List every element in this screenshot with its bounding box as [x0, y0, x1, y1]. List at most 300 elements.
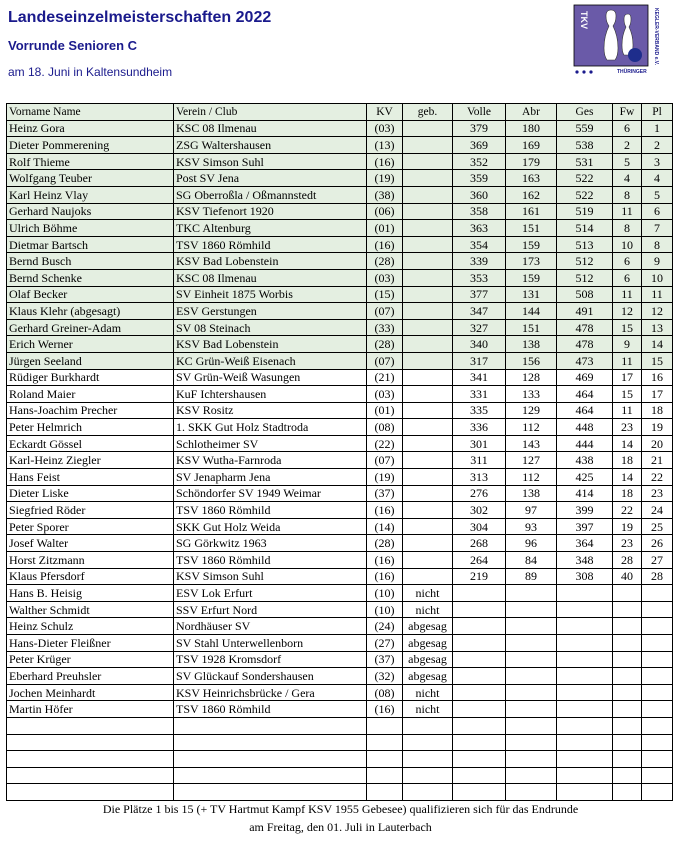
cell-fw: 6 — [613, 253, 642, 270]
cell-volle: 331 — [453, 386, 506, 403]
table-row — [7, 552, 673, 569]
cell-fw: 8 — [613, 220, 642, 237]
cell-ges — [557, 701, 613, 718]
table-row — [7, 518, 673, 535]
table-row — [7, 120, 673, 137]
cell-club: TSV 1928 Kromsdorf — [174, 651, 367, 668]
table-row — [7, 585, 673, 602]
cell-pl — [642, 751, 673, 768]
cell-ges: 473 — [557, 352, 613, 369]
cell-kv: (16) — [367, 153, 403, 170]
cell-volle — [453, 751, 506, 768]
cell-kv: (14) — [367, 518, 403, 535]
cell-name — [7, 767, 174, 784]
table-row — [7, 651, 673, 668]
footer-line-2: am Freitag, den 01. Juli in Lauterbach — [249, 820, 432, 834]
cell-club — [174, 767, 367, 784]
cell-geb — [403, 269, 453, 286]
cell-fw — [613, 751, 642, 768]
cell-geb — [403, 435, 453, 452]
cell-abr — [506, 618, 557, 635]
cell-geb: abgesag — [403, 635, 453, 652]
table-row — [7, 452, 673, 469]
cell-fw — [613, 784, 642, 801]
cell-geb: nicht — [403, 601, 453, 618]
cell-pl: 1 — [642, 120, 673, 137]
cell-pl: 9 — [642, 253, 673, 270]
cell-name: Dieter Pommerening — [7, 137, 174, 154]
cell-volle: 313 — [453, 469, 506, 486]
cell-kv: (32) — [367, 668, 403, 685]
cell-club: TSV 1860 Römhild — [174, 701, 367, 718]
table-row — [7, 336, 673, 353]
cell-geb — [403, 236, 453, 253]
cell-pl — [642, 784, 673, 801]
page-title: Landeseinzelmeisterschaften 2022 — [8, 9, 272, 26]
table-row — [7, 668, 673, 685]
cell-pl: 7 — [642, 220, 673, 237]
cell-volle: 359 — [453, 170, 506, 187]
cell-name: Karl Heinz Vlay — [7, 186, 174, 203]
cell-abr: 112 — [506, 469, 557, 486]
cell-geb — [403, 170, 453, 187]
cell-kv: (07) — [367, 452, 403, 469]
cell-name — [7, 734, 174, 751]
col-kv: KV — [367, 104, 403, 121]
cell-pl: 15 — [642, 352, 673, 369]
cell-ges: 425 — [557, 469, 613, 486]
cell-pl: 17 — [642, 386, 673, 403]
cell-kv: (28) — [367, 336, 403, 353]
cell-kv: (28) — [367, 253, 403, 270]
col-name: Vorname Name — [7, 104, 174, 121]
cell-pl: 3 — [642, 153, 673, 170]
cell-geb — [403, 784, 453, 801]
cell-club: KC Grün-Weiß Eisenach — [174, 352, 367, 369]
cell-abr — [506, 784, 557, 801]
cell-abr: 180 — [506, 120, 557, 137]
cell-pl: 19 — [642, 419, 673, 436]
cell-fw: 8 — [613, 186, 642, 203]
cell-geb — [403, 751, 453, 768]
logo-bottom-text: THÜRINGER — [617, 69, 647, 75]
cell-club: KuF Ichtershausen — [174, 386, 367, 403]
cell-volle: 352 — [453, 153, 506, 170]
cell-volle: 304 — [453, 518, 506, 535]
table-row — [7, 502, 673, 519]
cell-abr: 161 — [506, 203, 557, 220]
cell-pl: 28 — [642, 568, 673, 585]
cell-name: Bernd Busch — [7, 253, 174, 270]
cell-volle — [453, 601, 506, 618]
cell-ges: 308 — [557, 568, 613, 585]
cell-name — [7, 751, 174, 768]
cell-fw: 11 — [613, 203, 642, 220]
table-row — [7, 286, 673, 303]
event-date: am 18. Juni in Kaltensundheim — [8, 65, 173, 79]
cell-kv: (15) — [367, 286, 403, 303]
cell-abr: 159 — [506, 269, 557, 286]
table-header-row — [7, 104, 673, 121]
col-volle: Volle — [453, 104, 506, 121]
cell-fw: 12 — [613, 303, 642, 320]
cell-abr: 156 — [506, 352, 557, 369]
logo-abbr: TKV — [579, 11, 589, 29]
cell-pl: 4 — [642, 170, 673, 187]
cell-name: Peter Krüger — [7, 651, 174, 668]
cell-name: Roland Maier — [7, 386, 174, 403]
table-row — [7, 684, 673, 701]
table-row — [7, 170, 673, 187]
cell-ges — [557, 651, 613, 668]
cell-fw: 19 — [613, 518, 642, 535]
cell-ges: 478 — [557, 319, 613, 336]
cell-geb — [403, 369, 453, 386]
cell-geb — [403, 386, 453, 403]
cell-pl: 18 — [642, 402, 673, 419]
cell-abr: 138 — [506, 336, 557, 353]
cell-ges — [557, 717, 613, 734]
cell-pl: 12 — [642, 303, 673, 320]
cell-fw — [613, 734, 642, 751]
cell-volle: 339 — [453, 253, 506, 270]
cell-volle: 311 — [453, 452, 506, 469]
cell-abr: 162 — [506, 186, 557, 203]
cell-kv: (07) — [367, 303, 403, 320]
cell-volle — [453, 651, 506, 668]
cell-name: Jochen Meinhardt — [7, 684, 174, 701]
col-abr: Abr — [506, 104, 557, 121]
cell-ges: 397 — [557, 518, 613, 535]
cell-abr: 151 — [506, 319, 557, 336]
cell-fw — [613, 635, 642, 652]
cell-abr: 97 — [506, 502, 557, 519]
cell-geb — [403, 220, 453, 237]
cell-volle: 302 — [453, 502, 506, 519]
cell-fw: 18 — [613, 485, 642, 502]
cell-pl — [642, 717, 673, 734]
cell-geb — [403, 137, 453, 154]
cell-pl: 10 — [642, 269, 673, 286]
table-row — [7, 469, 673, 486]
table-row — [7, 635, 673, 652]
cell-name — [7, 717, 174, 734]
cell-name: Olaf Becker — [7, 286, 174, 303]
cell-ges: 538 — [557, 137, 613, 154]
cell-fw: 4 — [613, 170, 642, 187]
cell-fw — [613, 717, 642, 734]
table-row — [7, 303, 673, 320]
cell-volle: 340 — [453, 336, 506, 353]
cell-pl: 13 — [642, 319, 673, 336]
cell-ges: 364 — [557, 535, 613, 552]
cell-abr: 143 — [506, 435, 557, 452]
cell-abr: 151 — [506, 220, 557, 237]
table-row — [7, 485, 673, 502]
cell-fw: 40 — [613, 568, 642, 585]
cell-name: Klaus Klehr (abgesagt) — [7, 303, 174, 320]
cell-name: Hans Feist — [7, 469, 174, 486]
cell-ges — [557, 767, 613, 784]
col-geb: geb. — [403, 104, 453, 121]
cell-fw — [613, 668, 642, 685]
cell-name: Rolf Thieme — [7, 153, 174, 170]
cell-volle: 363 — [453, 220, 506, 237]
cell-abr: 138 — [506, 485, 557, 502]
table-row — [7, 220, 673, 237]
cell-fw: 14 — [613, 435, 642, 452]
cell-ges — [557, 601, 613, 618]
col-club: Verein / Club — [174, 104, 367, 121]
cell-pl — [642, 635, 673, 652]
cell-abr — [506, 734, 557, 751]
cell-fw: 14 — [613, 469, 642, 486]
cell-fw: 23 — [613, 535, 642, 552]
cell-abr: 144 — [506, 303, 557, 320]
cell-pl: 2 — [642, 137, 673, 154]
cell-name: Hans-Joachim Precher — [7, 402, 174, 419]
cell-geb — [403, 734, 453, 751]
cell-club: KSV Bad Lobenstein — [174, 253, 367, 270]
cell-volle: 276 — [453, 485, 506, 502]
cell-club: KSV Bad Lobenstein — [174, 336, 367, 353]
cell-name: Gerhard Greiner-Adam — [7, 319, 174, 336]
cell-ges: 399 — [557, 502, 613, 519]
cell-volle — [453, 618, 506, 635]
cell-pl: 20 — [642, 435, 673, 452]
cell-geb — [403, 518, 453, 535]
table-row — [7, 701, 673, 718]
cell-name: Walther Schmidt — [7, 601, 174, 618]
cell-volle — [453, 767, 506, 784]
cell-geb — [403, 535, 453, 552]
cell-club: SV Stahl Unterwellenborn — [174, 635, 367, 652]
cell-name: Karl-Heinz Ziegler — [7, 452, 174, 469]
cell-abr: 128 — [506, 369, 557, 386]
qualification-note — [0, 800, 681, 836]
cell-kv: (08) — [367, 684, 403, 701]
cell-ges: 522 — [557, 186, 613, 203]
cell-pl: 5 — [642, 186, 673, 203]
cell-pl: 25 — [642, 518, 673, 535]
cell-pl — [642, 651, 673, 668]
cell-abr: 96 — [506, 535, 557, 552]
cell-pl: 26 — [642, 535, 673, 552]
cell-fw — [613, 767, 642, 784]
cell-kv: (33) — [367, 319, 403, 336]
cell-kv: (38) — [367, 186, 403, 203]
cell-kv: (16) — [367, 701, 403, 718]
cell-ges: 491 — [557, 303, 613, 320]
cell-name: Peter Sporer — [7, 518, 174, 535]
cell-fw: 6 — [613, 269, 642, 286]
table-row — [7, 601, 673, 618]
cell-ges: 464 — [557, 386, 613, 403]
cell-ges: 522 — [557, 170, 613, 187]
cell-abr — [506, 635, 557, 652]
table-row — [7, 203, 673, 220]
cell-abr: 112 — [506, 419, 557, 436]
empty-row — [7, 717, 673, 734]
cell-fw: 17 — [613, 369, 642, 386]
cell-name: Rüdiger Burkhardt — [7, 369, 174, 386]
cell-abr — [506, 767, 557, 784]
cell-geb: nicht — [403, 684, 453, 701]
cell-fw — [613, 601, 642, 618]
cell-club: KSV Rositz — [174, 402, 367, 419]
cell-name: Dieter Liske — [7, 485, 174, 502]
cell-club: SG Oberroßla / Oßmannstedt — [174, 186, 367, 203]
cell-abr: 163 — [506, 170, 557, 187]
cell-pl — [642, 701, 673, 718]
cell-abr — [506, 668, 557, 685]
cell-kv: (13) — [367, 137, 403, 154]
cell-volle: 327 — [453, 319, 506, 336]
cell-volle: 358 — [453, 203, 506, 220]
cell-pl: 11 — [642, 286, 673, 303]
cell-pl — [642, 585, 673, 602]
cell-club: KSV Wutha-Farnroda — [174, 452, 367, 469]
table-row — [7, 253, 673, 270]
cell-ges: 513 — [557, 236, 613, 253]
results-table — [6, 103, 673, 801]
cell-club — [174, 784, 367, 801]
cell-geb — [403, 352, 453, 369]
table-row — [7, 236, 673, 253]
cell-fw — [613, 651, 642, 668]
cell-volle: 353 — [453, 269, 506, 286]
cell-geb — [403, 186, 453, 203]
cell-ges: 469 — [557, 369, 613, 386]
cell-abr — [506, 684, 557, 701]
cell-volle: 341 — [453, 369, 506, 386]
cell-abr: 179 — [506, 153, 557, 170]
cell-name: Wolfgang Teuber — [7, 170, 174, 187]
cell-fw: 5 — [613, 153, 642, 170]
cell-fw: 15 — [613, 386, 642, 403]
cell-abr: 89 — [506, 568, 557, 585]
cell-club: SSV Erfurt Nord — [174, 601, 367, 618]
col-pl: Pl — [642, 104, 673, 121]
cell-pl — [642, 767, 673, 784]
cell-club: SKK Gut Holz Weida — [174, 518, 367, 535]
cell-fw: 9 — [613, 336, 642, 353]
logo-side-text: KEGLER-VERBAND e.V. — [653, 8, 659, 66]
cell-kv — [367, 767, 403, 784]
cell-volle — [453, 717, 506, 734]
table-row — [7, 319, 673, 336]
cell-club: ESV Lok Erfurt — [174, 585, 367, 602]
cell-name: Josef Walter — [7, 535, 174, 552]
cell-geb — [403, 153, 453, 170]
cell-abr: 131 — [506, 286, 557, 303]
cell-kv — [367, 717, 403, 734]
cell-volle: 354 — [453, 236, 506, 253]
cell-name: Heinz Gora — [7, 120, 174, 137]
cell-ges — [557, 585, 613, 602]
cell-kv: (22) — [367, 435, 403, 452]
cell-geb: abgesag — [403, 618, 453, 635]
cell-geb: abgesag — [403, 668, 453, 685]
cell-name: Dietmar Bartsch — [7, 236, 174, 253]
cell-club: Schöndorfer SV 1949 Weimar — [174, 485, 367, 502]
cell-kv: (08) — [367, 419, 403, 436]
cell-ges — [557, 784, 613, 801]
cell-ges — [557, 751, 613, 768]
cell-abr: 169 — [506, 137, 557, 154]
cell-pl: 27 — [642, 552, 673, 569]
cell-kv: (16) — [367, 502, 403, 519]
cell-kv — [367, 734, 403, 751]
cell-club: KSV Simson Suhl — [174, 153, 367, 170]
cell-kv: (21) — [367, 369, 403, 386]
cell-pl — [642, 618, 673, 635]
cell-club: SV Glückauf Sondershausen — [174, 668, 367, 685]
cell-fw: 15 — [613, 319, 642, 336]
cell-ges — [557, 618, 613, 635]
cell-pl: 23 — [642, 485, 673, 502]
cell-ges: 438 — [557, 452, 613, 469]
cell-geb — [403, 402, 453, 419]
cell-fw: 2 — [613, 137, 642, 154]
cell-abr — [506, 717, 557, 734]
cell-club: Schlotheimer SV — [174, 435, 367, 452]
table-row — [7, 419, 673, 436]
cell-geb — [403, 303, 453, 320]
cell-kv: (01) — [367, 220, 403, 237]
cell-kv: (19) — [367, 469, 403, 486]
cell-name: Martin Höfer — [7, 701, 174, 718]
table-row — [7, 153, 673, 170]
cell-club: 1. SKK Gut Holz Stadtroda — [174, 419, 367, 436]
cell-kv: (10) — [367, 585, 403, 602]
cell-ges: 514 — [557, 220, 613, 237]
cell-volle: 301 — [453, 435, 506, 452]
cell-club: KSC 08 Ilmenau — [174, 120, 367, 137]
cell-abr: 159 — [506, 236, 557, 253]
page-subtitle: Vorrunde Senioren C — [8, 38, 138, 53]
cell-name — [7, 784, 174, 801]
cell-name: Horst Zitzmann — [7, 552, 174, 569]
cell-volle — [453, 635, 506, 652]
empty-row — [7, 734, 673, 751]
cell-kv: (16) — [367, 552, 403, 569]
cell-volle: 336 — [453, 419, 506, 436]
cell-volle: 347 — [453, 303, 506, 320]
cell-ges: 444 — [557, 435, 613, 452]
cell-fw: 11 — [613, 402, 642, 419]
cell-club — [174, 717, 367, 734]
cell-geb — [403, 452, 453, 469]
cell-club: TSV 1860 Römhild — [174, 502, 367, 519]
cell-volle — [453, 585, 506, 602]
cell-volle: 264 — [453, 552, 506, 569]
cell-pl: 16 — [642, 369, 673, 386]
cell-kv: (03) — [367, 120, 403, 137]
cell-geb — [403, 552, 453, 569]
cell-kv: (37) — [367, 651, 403, 668]
cell-kv — [367, 784, 403, 801]
cell-volle — [453, 734, 506, 751]
cell-club: TSV 1860 Römhild — [174, 552, 367, 569]
cell-volle: 317 — [453, 352, 506, 369]
table-row — [7, 402, 673, 419]
cell-ges: 508 — [557, 286, 613, 303]
cell-fw: 23 — [613, 419, 642, 436]
cell-volle — [453, 684, 506, 701]
cell-kv: (03) — [367, 386, 403, 403]
cell-pl — [642, 601, 673, 618]
